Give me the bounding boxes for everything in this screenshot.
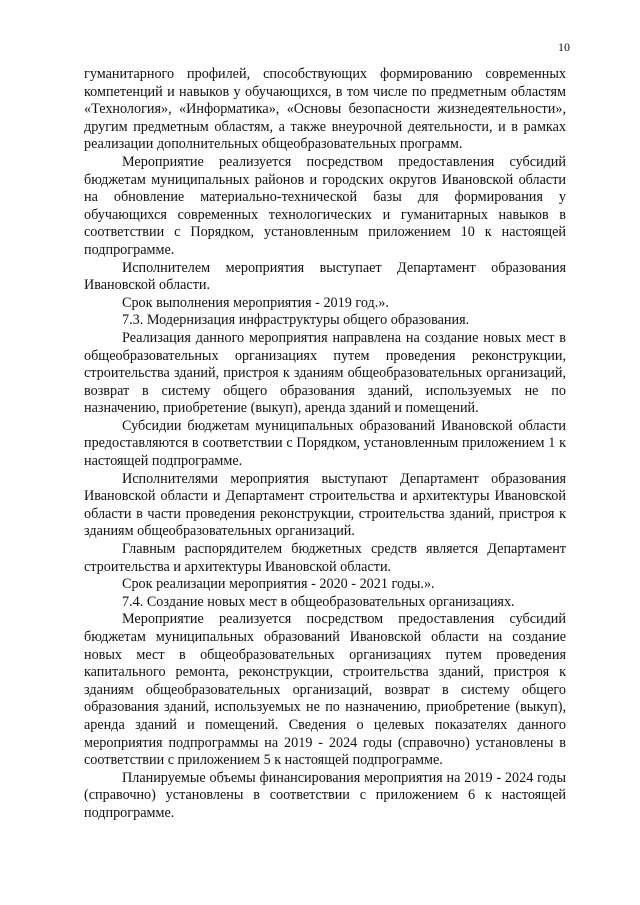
page-number: 10: [558, 40, 570, 54]
paragraph: Планируемые объемы финансирования мероприятия на 2019 - 2024 годы (справочно) установлены в соответствии с приложением 6 к настоящей подпрограмме.: [84, 769, 566, 821]
paragraph: Мероприятие реализуется посредством предоставления субсидий бюджетам муниципальных районов и городских округов Ивановской области на обновление материально-технической базы для формирования у обучающихся современных технологических и гуманитарных навыков в соответствии с Порядком, установленным приложением 10 к настоящей подпрограмме.: [84, 153, 566, 258]
document-body: [84, 66, 566, 823]
paragraph: Исполнителем мероприятия выступает Департамент образования Ивановской области.: [84, 259, 566, 294]
paragraph: Срок реализации мероприятия - 2020 - 2021 годы.».: [122, 576, 435, 593]
paragraph: Субсидии бюджетам муниципальных образований Ивановской области предоставляются в соответствии с Порядком, установленным приложением 1 к настоящей подпрограмме.: [84, 417, 566, 470]
paragraph: Реализация данного мероприятия направлена на создание новых мест в общеобразовательных организациях путем проведения реконструкции, строительства зданий, пристроя к зданиям общеобразовательных организаций, возврат в систему общего образования зданий, используемых не по назначению, приобретение (выкуп), аренда зданий и помещений.: [84, 329, 566, 417]
paragraph: Срок выполнения мероприятия - 2019 год.».: [122, 294, 389, 311]
section-heading: 7.4. Создание новых мест в общеобразовательных организациях.: [122, 593, 515, 610]
paragraph: Мероприятие реализуется посредством предоставления субсидий бюджетам муниципальных образований Ивановской области на создание новых мест в общеобразовательных организациях путем проведения капитального ремонта, реконструкции, строительства зданий, пристроя к зданиям общеобразовательных организаций, возврат в систему общего образования зданий, используемых не по назначению, приобретение (выкуп), аренда зданий и помещений. Сведения о целевых показателях данного мероприятия подпрограммы на 2019 - 2024 годы (справочно) установлены в соответствии с приложением 5 к настоящей подпрограмме.: [84, 611, 566, 769]
section-heading: 7.3. Модернизация инфраструктуры общего образования.: [122, 312, 470, 329]
paragraph: гуманитарного профилей, способствующих формированию современных компетенций и навыков у обучающихся, в том числе по предметным областям «Технология», «Информатика», «Основы безопасности жизнедеятельности», другим предметным областям, а также внеурочной деятельности, и в рамках реализации дополнительных общеобразовательных программ.: [84, 66, 566, 153]
paragraph: Исполнителями мероприятия выступают Департамент образования Ивановской области и Департамент строительства и архитектуры Ивановской области в части проведения реконструкции, строительства зданий, пристроя к зданиям общеобразовательных организаций.: [84, 470, 566, 540]
paragraph: Главным распорядителем бюджетных средств является Департамент строительства и архитектуры Ивановской области.: [84, 541, 566, 575]
